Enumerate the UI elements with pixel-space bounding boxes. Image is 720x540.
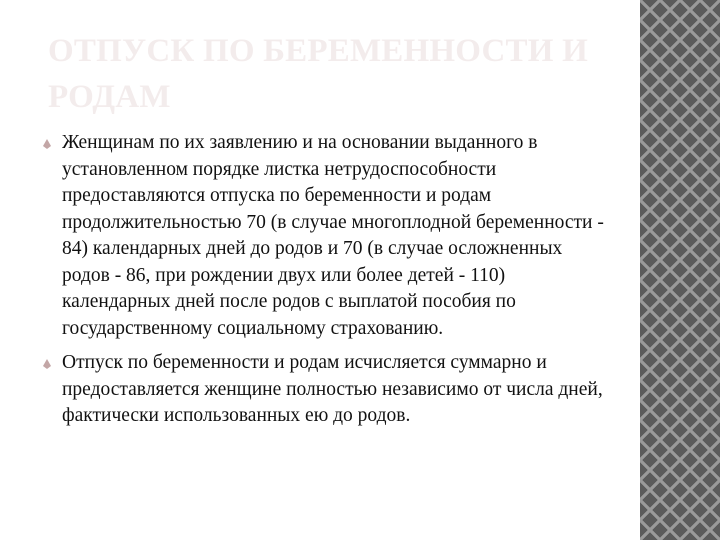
bullet-item [40,130,610,342]
bullet-icon [43,359,51,366]
bullet-text: Отпуск по беременности и родам исчисляется суммарно и предоставляется женщине полностью независимо от числа дней, фактически использованных ею до родов. [62,352,603,426]
bullet-list [40,130,610,438]
slide-title: ОТПУСК ПО БЕРЕМЕННОСТИ И РОДАМ [48,33,588,115]
decorative-side-strip [640,0,720,540]
bullet-icon [43,139,51,146]
bullet-text: Женщинам по их заявлению и на основании выданного в установленном порядке листка нетрудоспособности предоставляются отпуска по беременности и родам продолжительностью 70 (в случае многоплодной беременности - 84) календарных дней до родов и 70 (в случае осложненных родов - 86, при рождении двух или более детей - 110) календарных дней после родов с выплатой пособия по государственному социальному страхованию. [62,132,604,339]
bullet-item [40,350,610,430]
